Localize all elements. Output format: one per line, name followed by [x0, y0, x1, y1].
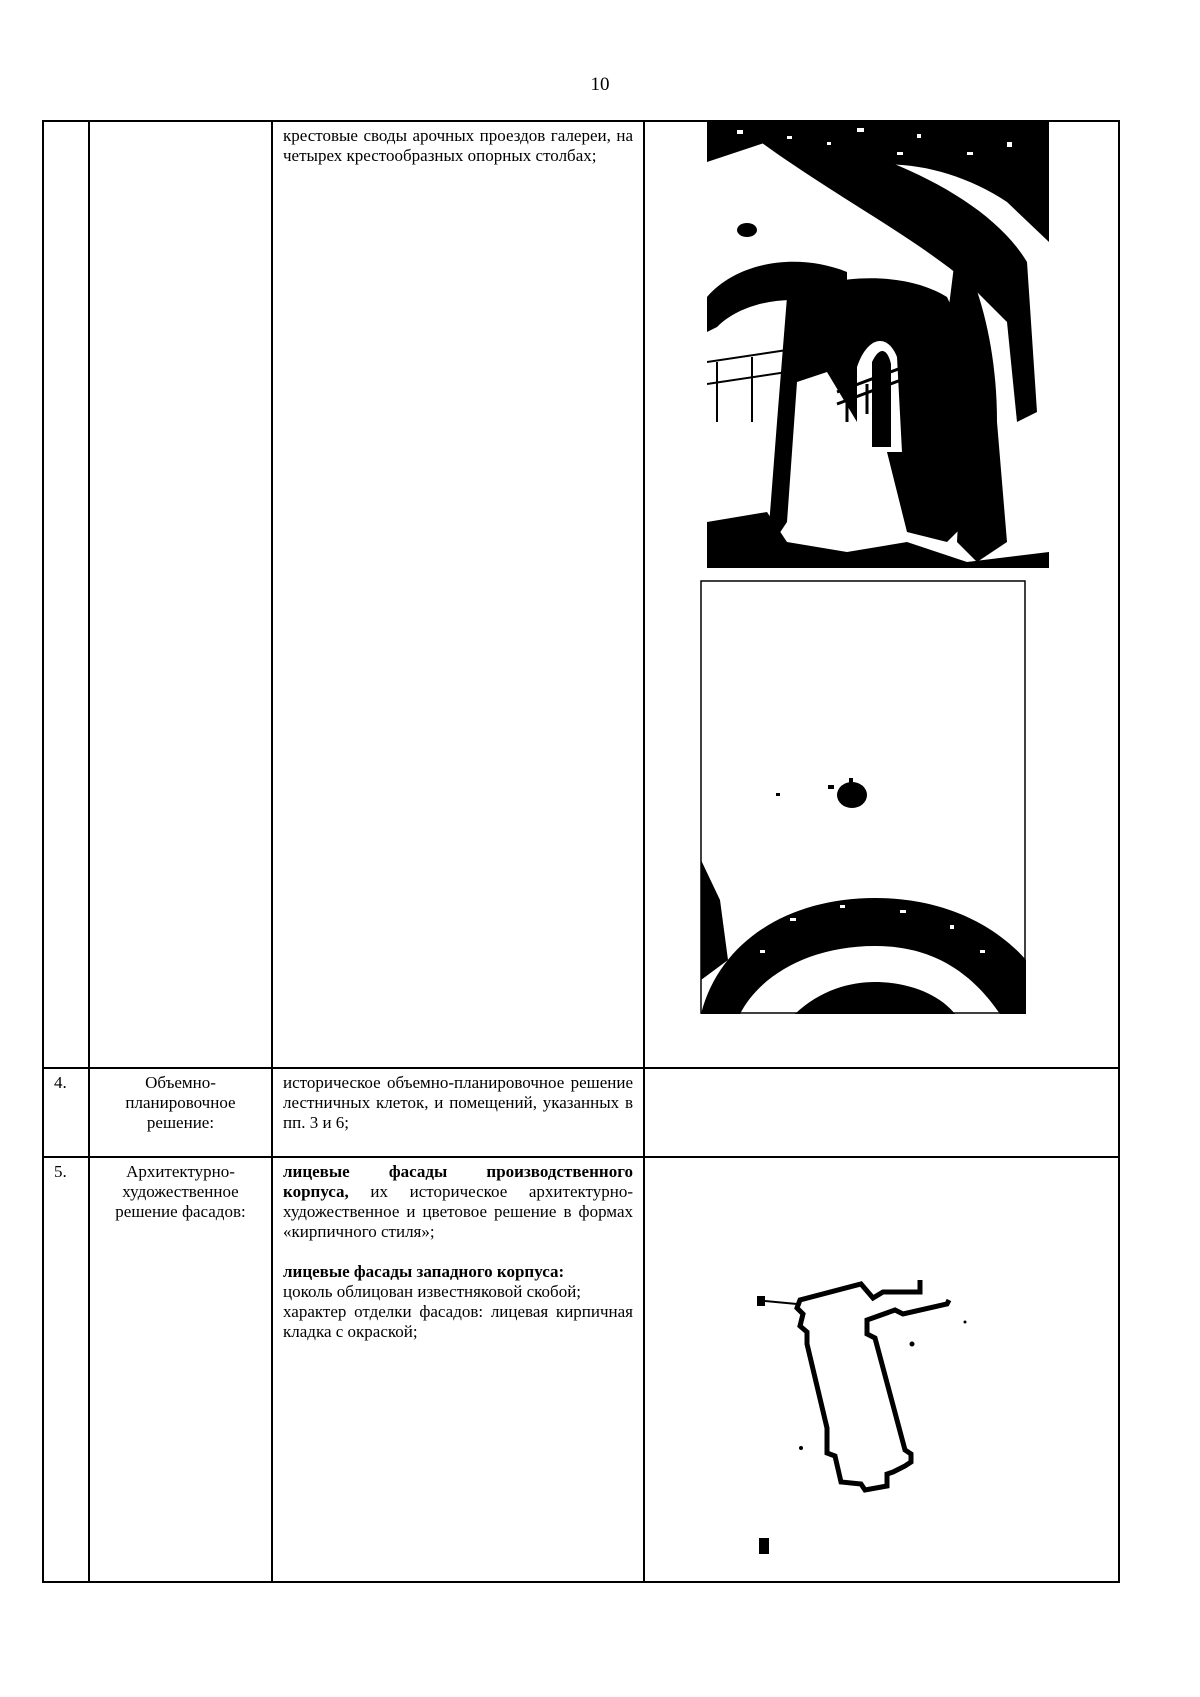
- table-row: [43, 121, 1119, 1068]
- photo-vaulted-arcade: [707, 122, 1049, 568]
- page-number: 10: [590, 74, 610, 95]
- description-text: цоколь облицован известняковой скобой;: [283, 1282, 582, 1301]
- row-name-cell: [89, 121, 272, 1068]
- description-bold: лицевые фасады западного корпуса:: [283, 1262, 565, 1281]
- description-bold: лицевые фасады производственного корпуса,: [283, 1162, 633, 1201]
- description-text: [283, 1262, 633, 1282]
- description-text: характер отделки фасадов: лицевая кирпичная кладка с окраской;: [283, 1302, 633, 1341]
- protected-features-table: [42, 120, 1120, 1583]
- description-text: крестовые своды арочных проездов галереи, на четырех крестообразных опорных столбах;: [283, 126, 633, 165]
- row-number-cell: 4.: [43, 1068, 89, 1157]
- row-description-cell: [272, 1157, 644, 1582]
- row-image-cell: [644, 1157, 1119, 1582]
- photo-vault-ceiling: [700, 580, 1026, 1014]
- row-image-cell: [644, 121, 1119, 1068]
- row-description-cell: [272, 121, 644, 1068]
- description-text: [283, 1162, 633, 1242]
- row-name-cell: Объемно-планировочное решение:: [89, 1068, 272, 1157]
- row-number-cell: [43, 121, 89, 1068]
- table-row: [43, 1157, 1119, 1582]
- row-name-cell: Архитектурно-художественное решение фасадов:: [89, 1157, 272, 1582]
- row-number-cell: 5.: [43, 1157, 89, 1582]
- row-description-cell: [272, 1068, 644, 1157]
- description-text: историческое объемно-планировочное решение лестничных клеток, и помещений, указанных в пп. 3 и 6;: [283, 1073, 633, 1132]
- description-span: их историческое архитектурно-художественное и цветовое решение в формах «кирпичного стиля»;: [283, 1182, 633, 1241]
- table-row: [43, 1068, 1119, 1157]
- row-image-cell: [644, 1068, 1119, 1157]
- building-plan-outline: [755, 1278, 985, 1568]
